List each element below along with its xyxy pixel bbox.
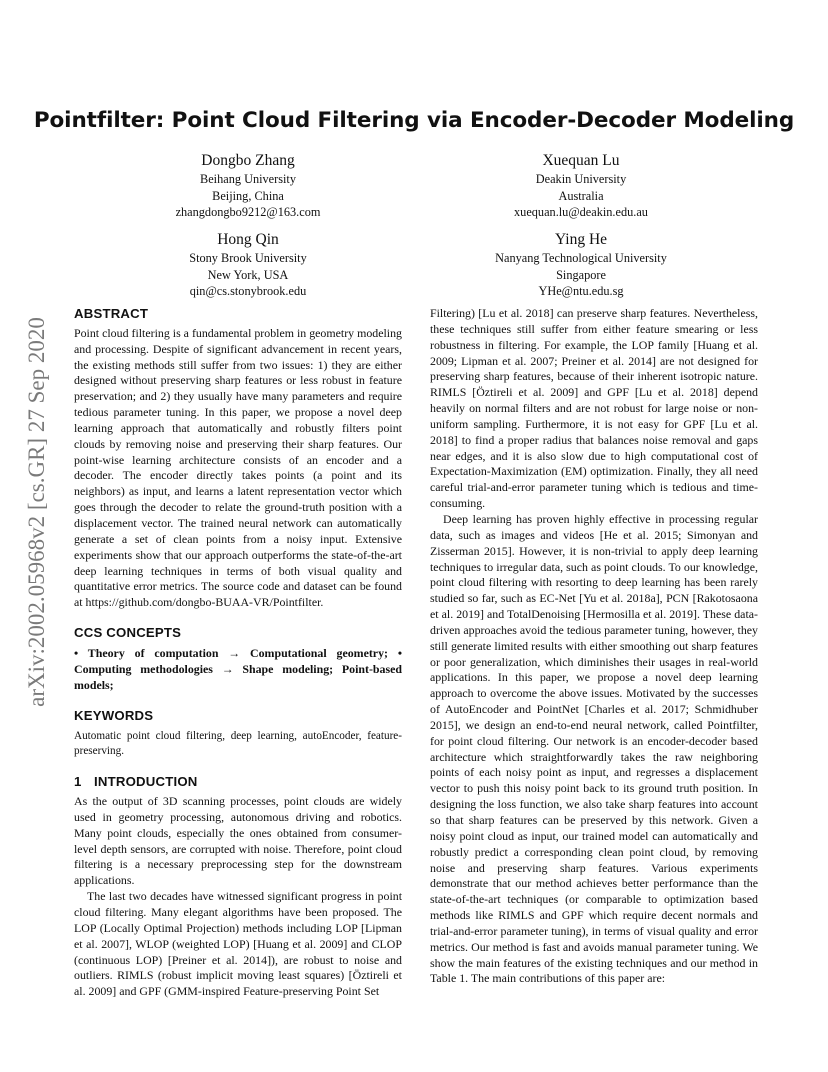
author-block: [431, 229, 731, 300]
abstract-text: Point cloud filtering is a fundamental problem in geometry modeling and processing. Despite of significant advancement in recent years, the existing methods still suffer from two issues: 1) they are either designed without preserving sharp features or less robust in feature preservation; and 2) they usually have many parameters and require tedious parameter tuning. In this paper, we propose a novel deep learning approach that automatically and robustly filters point clouds by removing noise and preserving their sharp features. Our point-wise learning architecture consists of an encoder and a decoder. The encoder directly takes points (a point and its neighbors) as input, and learns a latent representation vector which goes through the decoder to relate the ground-truth position with a displacement vector. The trained neural network can automatically generate a set of clean points from a noisy input. Extensive experiments show that our approach outperforms the state-of-the-art deep learning techniques in terms of both visual quality and quantitative error metrics. The source code and dataset can be found at https://github.com/dongbo-BUAA-VR/Pointfilter.: [74, 325, 402, 610]
abstract-heading: ABSTRACT: [74, 306, 149, 321]
intro-paragraph: Deep learning has proven highly effective in processing regular data, such as images and videos [He et al. 2015; Simonyan and Zisserman 2015]. However, it is non-trivial to apply deep learning techniques to irregular data, such as point clouds. To our knowledge, point cloud filtering with resorting to deep learning has been rarely studied so far, such as EC-Net [Yu et al. 2018a], PCN [Rakotosaona et al. 2019] and TotalDenoising [Hermosilla et al. 2019]. These data-driven approaches avoid the tedious parameter tuning, however, they still generate limited results with either smoothing out sharp features or poor generalization, which diminishes their usages in real-world applications. In this paper, we propose a novel deep learning approach to overcome the above issues. Motivated by the successes of AutoEncoder and PointNet [Charles et al. 2017; Schmidhuber 2015], we design an end-to-end neural network, called Pointfilter, for point cloud filtering. Our network is an encoder-decoder based architecture which straightforwardly takes the raw neighboring points of each noisy point as input, and regresses a displacement vector to push this noisy point back to its ground truth position. In designing the loss function, we also take sharp features into account so that sharp features can be preserved by this network. Given a noisy point cloud as input, our trained model can automatically and robustly predict a corresponding clean point cloud, by removing noise and preserving sharp features. Various experiments demonstrate that our method achieves better performance than the state-of-the-art techniques (or comparable to optimization based methods like RIMLS and GPF which require decent normals and trial-and-error parameter tuning), in terms of visual quality and error metrics. Our method is fast and avoids manual parameter tuning. We show the main features of the existing techniques and our method in Table 1. The main contributions of this paper are:: [430, 511, 758, 986]
intro-paragraph: Filtering) [Lu et al. 2018] can preserve sharp features. Nevertheless, these techniques still suffer from either feature smearing or less robustness in filtering. For example, the LOP family [Huang et al. 2009; Lipman et al. 2007; Preiner et al. 2014] are not designed for preserving sharp features, because of their inherent isotropic nature. RIMLS [Öztireli et al. 2009] and GPF [Lu et al. 2018] depend heavily on normal filters and are not robust for large noise or non-uniform sampling. Furthermore, it is not easy for GPF [Lu et al. 2018] to find a proper radius that balances noise removal and gaps near edges, and it is also slow due to high computational cost of Expectation-Maximization (EM) optimization. Finally, they all need careful trial-and-error parameter tuning which is tedious and time-consuming.: [430, 306, 758, 511]
author-name: Dongbo Zhang: [201, 152, 295, 169]
intro-paragraph: As the output of 3D scanning processes, point clouds are widely used in geometry processing, autonomous driving and robotics. Many point clouds, especially the ones obtained from consumer-level depth sensors, are corrupted with noise. Therefore, point cloud filtering is a necessary preprocessing step for the downstream applications.: [74, 794, 402, 888]
author-location: Australia: [558, 188, 604, 203]
paper-title: Pointfilter: Point Cloud Filtering via Encoder-Decoder Modeling: [33, 108, 795, 133]
section-title: INTRODUCTION: [94, 774, 198, 790]
author-email: qin@cs.stonybrook.edu: [189, 284, 307, 299]
author-location: New York, USA: [207, 267, 289, 282]
author-email: zhangdongbo9212@163.com: [175, 205, 321, 220]
intro-paragraph: The last two decades have witnessed significant progress in point cloud filtering. Many elegant algorithms have been proposed. The LOP (Locally Optimal Projection) methods including LOP [Lipman et al. 2007], WLOP (weighted LOP) [Huang et al. 2009] and CLOP (continuous LOP) [Preiner et al. 2014]), are robust to noise and outliers. RIMLS (robust implicit moving least squares) [Öztireli et al. 2009] and GPF (GMM-inspired Feature-preserving Point Set: [74, 889, 402, 999]
author-location: Singapore: [556, 267, 606, 282]
author-block: [431, 150, 731, 221]
introduction-heading: [74, 774, 402, 790]
author-block: [98, 150, 398, 221]
keywords-heading: KEYWORDS: [74, 708, 154, 724]
right-column: [430, 306, 758, 987]
author-block: [98, 229, 398, 300]
ccs-heading: CCS CONCEPTS: [74, 625, 182, 641]
author-affiliation: Stony Brook University: [189, 251, 307, 265]
author-location: Beijing, China: [212, 188, 284, 203]
section-number: 1: [74, 774, 82, 790]
author-name: Ying He: [554, 231, 608, 248]
author-affiliation: Nanyang Technological University: [495, 251, 667, 265]
ccs-text: • Theory of computation → Computational geometry; • Computing methodologies → Shape modeling; Point-based models;: [74, 645, 402, 692]
author-name: Hong Qin: [217, 231, 279, 248]
arxiv-identifier: arXiv:2002.05968v2 [cs.GR] 27 Sep 2020: [24, 317, 49, 707]
author-email: YHe@ntu.edu.sg: [538, 284, 624, 299]
author-email: xuequan.lu@deakin.edu.au: [514, 205, 648, 220]
left-column: [74, 306, 402, 1000]
keywords-text: Automatic point cloud filtering, deep learning, autoEncoder, feature-preserving.: [74, 730, 402, 758]
author-affiliation: Deakin University: [535, 172, 627, 186]
author-name: Xuequan Lu: [542, 152, 620, 169]
author-affiliation: Beihang University: [200, 172, 296, 186]
